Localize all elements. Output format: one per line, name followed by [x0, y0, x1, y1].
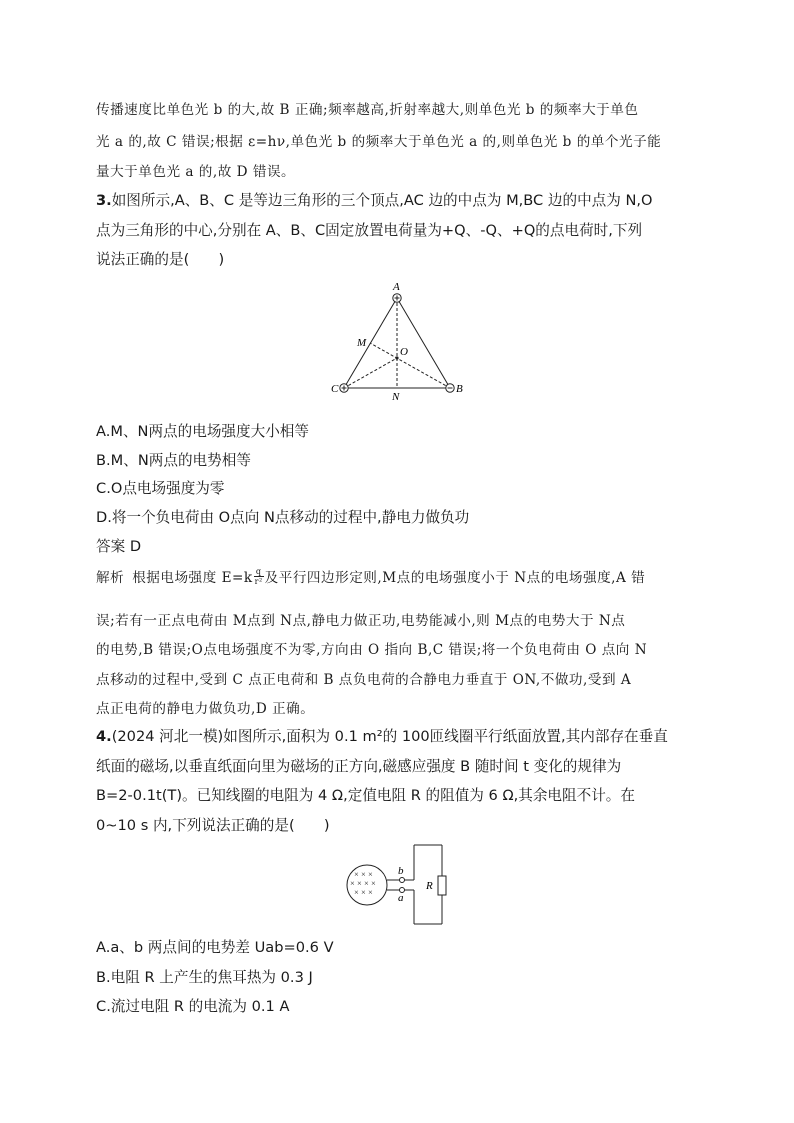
option-d: D.将一个负电荷由 O点向 N点移动的过程中,静电力做负功 — [96, 509, 470, 526]
fraction — [254, 567, 264, 586]
prev-explanation-line: 传播速度比单色光 b 的大,故 B 正确;频率越高,折射率越大,则单色光 b 的频率大于单色 — [96, 102, 639, 118]
label-N: N — [392, 391, 400, 403]
option-c: C.O点电场强度为零 — [96, 480, 225, 497]
explanation-line: 点移动的过程中,受到 C 点正电荷和 B 点负电荷的合静电力垂直于 ON,不做功,受到 A — [96, 672, 632, 688]
label-R: R — [426, 880, 433, 892]
svg-text:×: × — [361, 887, 366, 897]
svg-text:×: × — [364, 878, 369, 888]
svg-text:×: × — [354, 887, 359, 897]
question-3-line: 点为三角形的中心,分别在 A、B、C固定放置电荷量为+Q、-Q、+Q的点电荷时,下列 — [96, 222, 643, 239]
svg-text:×: × — [354, 869, 359, 879]
question-number: 3. — [96, 192, 112, 209]
label-C: C — [331, 383, 339, 395]
svg-text:×: × — [371, 878, 376, 888]
prev-explanation-line: 量大于单色光 a 的,故 D 错误。 — [96, 164, 296, 180]
label-b: b — [398, 865, 404, 877]
option-b: B.M、N两点的电势相等 — [96, 452, 251, 469]
explanation-line: 误;若有一正点电荷由 M点到 N点,静电力做正功,电势能减小,则 M点的电势大于 N点 — [96, 613, 626, 629]
question-number: 4. — [96, 728, 112, 745]
prev-explanation-line: 光 a 的,故 C 错误;根据 ε=hν,单色光 b 的频率大于单色光 a 的,则单色光 b 的单个光子能 — [96, 134, 662, 150]
label-A: A — [393, 281, 400, 293]
explanation-label: 解析 — [96, 570, 125, 586]
question-4-line: B=2-0.1t(T)。已知线圈的电阻为 4 Ω,定值电阻 R 的阻值为 6 Ω,其余电阻不计。在 — [96, 787, 635, 804]
option-b: B.电阻 R 上产生的焦耳热为 0.3 J — [96, 969, 313, 986]
svg-text:×: × — [368, 869, 373, 879]
question-4-line: 0~10 s 内,下列说法正确的是( ) — [96, 817, 330, 834]
coil-circuit-figure — [340, 842, 460, 928]
svg-text:×: × — [368, 887, 373, 897]
question-3-line — [96, 189, 706, 210]
explanation-text: 根据电场强度 E=k — [132, 570, 253, 586]
question-4-line: 纸面的磁场,以垂直纸面向里为磁场的正方向,磁感应强度 B 随时间 t 变化的规律为 — [96, 758, 622, 775]
explanation-line: 的电势,B 错误;O点电场强度不为零,方向由 O 指向 B,C 错误;将一个负电荷由 O 点向 N — [96, 642, 648, 658]
question-4-line — [96, 725, 706, 746]
question-text: 如图所示,A、B、C 是等边三角形的三个顶点,AC 边的中点为 M,BC 边的中点为 N,O — [111, 192, 653, 209]
question-3-line: 说法正确的是( ) — [96, 251, 225, 268]
label-M: M — [357, 337, 367, 349]
svg-text:×: × — [357, 878, 362, 888]
question-text: (2024 河北一模)如图所示,面积为 0.1 m²的 100匝线圈平行纸面放置,其内部存在垂直 — [111, 728, 668, 745]
label-O: O — [400, 346, 408, 358]
option-c: C.流过电阻 R 的电流为 0.1 A — [96, 998, 290, 1015]
svg-text:×: × — [361, 869, 366, 879]
explanation-line: 点正电荷的静电力做负功,D 正确。 — [96, 701, 315, 717]
answer: 答案 D — [96, 538, 142, 555]
option-a: A.a、b 两点间的电势差 Uab=0.6 V — [96, 939, 334, 956]
fraction-denominator: r² — [254, 576, 263, 586]
triangle-charge-figure — [320, 278, 480, 404]
label-a: a — [398, 892, 404, 904]
explanation-line — [96, 566, 706, 586]
explanation-text: 及平行四边形定则,M点的电场强度小于 N点的电场强度,A 错 — [264, 570, 646, 586]
fraction-numerator: q — [255, 566, 262, 576]
option-a: A.M、N两点的电场强度大小相等 — [96, 423, 309, 440]
svg-text:×: × — [350, 878, 355, 888]
label-B: B — [456, 383, 463, 395]
